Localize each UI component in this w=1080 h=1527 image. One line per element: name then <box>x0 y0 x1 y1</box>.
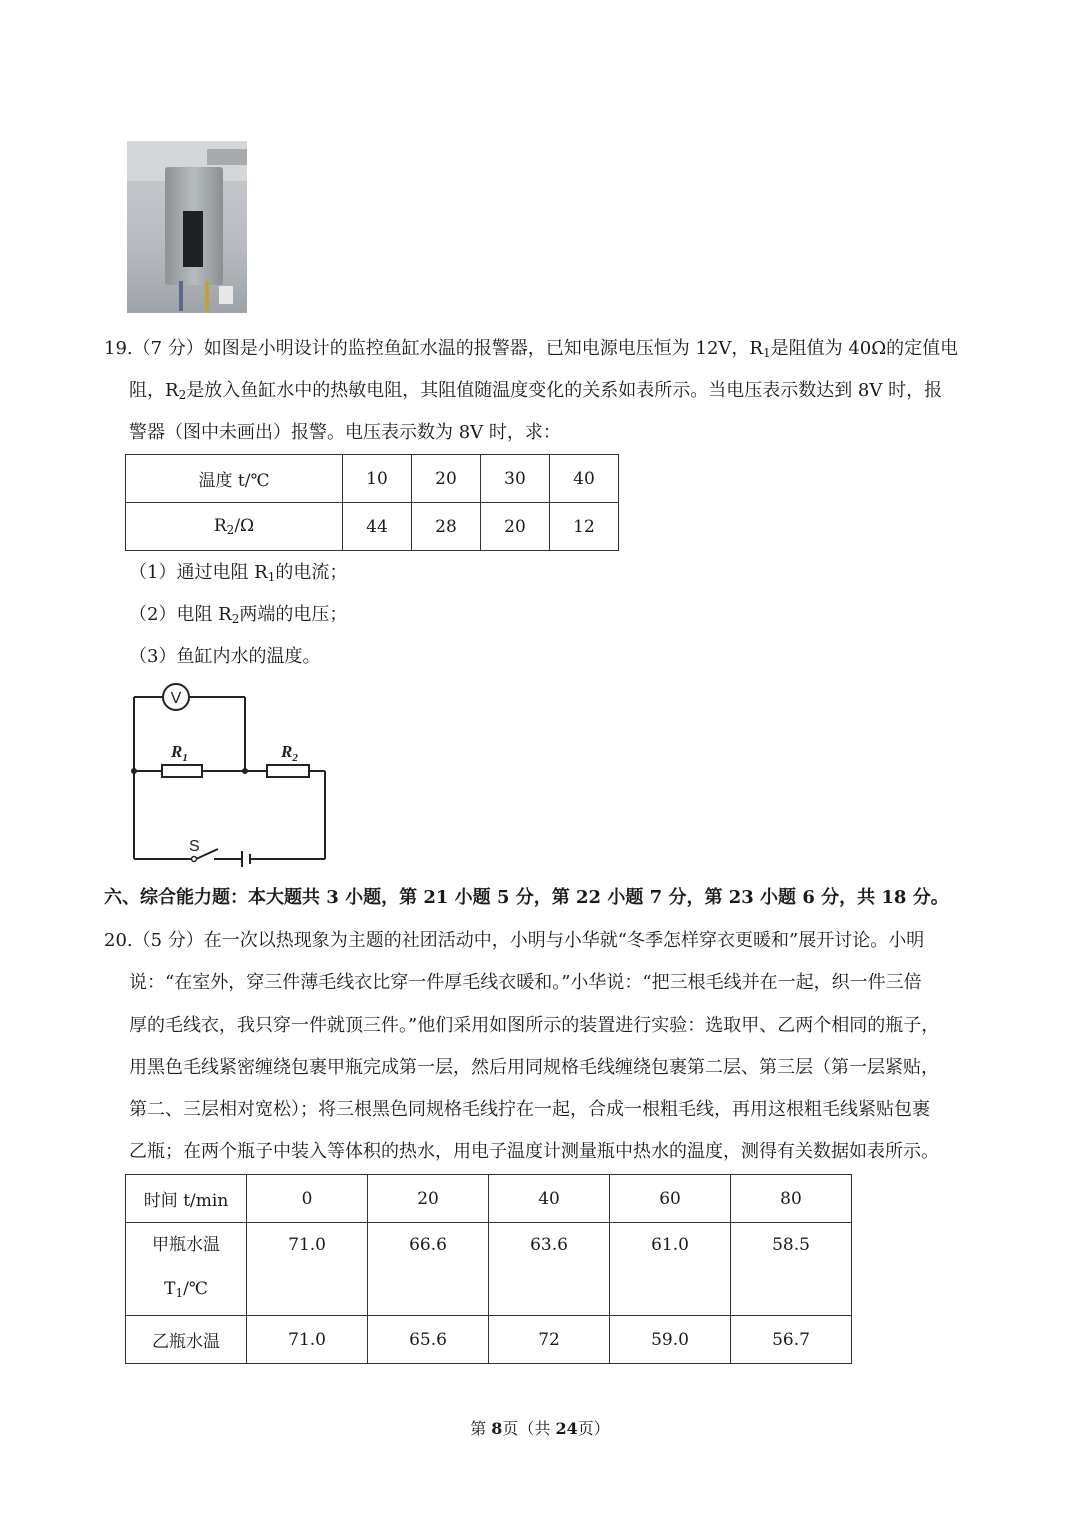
table-cell: 20 <box>368 1175 489 1223</box>
table-cell: 65.6 <box>368 1316 489 1364</box>
table-cell: 0 <box>247 1175 368 1223</box>
q19-line-1: 19.（7 分）如图是小明设计的监控鱼缸水温的报警器，已知电源电压恒为 12V，$R_1$是阻值为 40Ω的定值电 <box>104 338 959 360</box>
table-cell: 28 <box>412 503 481 551</box>
q19-table <box>125 454 619 551</box>
table-cell: 40 <box>489 1175 610 1223</box>
q19-subquestion-2: （2）电阻 $R_2$两端的电压； <box>129 604 348 626</box>
table-cell: $R_2/\Omega$ <box>126 503 343 551</box>
table-cell: 59.0 <box>610 1316 731 1364</box>
table-row <box>126 1316 852 1364</box>
table-cell: 乙瓶水温 <box>126 1316 247 1364</box>
switch-label: S <box>189 838 200 855</box>
table-cell: 12 <box>550 503 619 551</box>
table-cell: 61.0 <box>610 1223 731 1316</box>
table-row <box>126 455 619 503</box>
table-row <box>126 1223 852 1316</box>
q19-subquestion-1: （1）通过电阻 $R_1$的电流； <box>129 562 348 584</box>
table-cell: 66.6 <box>368 1223 489 1316</box>
table-cell: 71.0 <box>247 1223 368 1316</box>
voltmeter-label: V <box>170 690 182 707</box>
resistor-r2 <box>267 765 309 777</box>
r2-label: $R_2$ <box>281 742 298 764</box>
resistor-r1 <box>162 765 202 777</box>
table-cell: 时间 t/min <box>126 1175 247 1223</box>
water-heater-photo <box>127 141 247 313</box>
table-cell: 20 <box>412 455 481 503</box>
table-cell: 40 <box>550 455 619 503</box>
table-cell: 80 <box>731 1175 852 1223</box>
q19-line-3: 警器（图中未画出）报警。电压表示数为 8V 时，求： <box>129 422 561 443</box>
table-cell: 72 <box>489 1316 610 1364</box>
r1-label: $R_1$ <box>171 742 188 764</box>
table-cell: 30 <box>481 455 550 503</box>
table-cell: 63.6 <box>489 1223 610 1316</box>
table-cell: 温度 t/℃ <box>126 455 343 503</box>
table-row <box>126 1175 852 1223</box>
page-footer: 第 8页（共 24页） <box>470 1419 610 1438</box>
table-cell: 甲瓶水温 $T_1/℃$ <box>126 1223 247 1316</box>
q20-line-4: 用黑色毛线紧密缠绕包裹甲瓶完成第一层，然后用同规格毛线缠绕包裹第二层、第三层（第一层紧贴， <box>129 1057 939 1078</box>
q20-line-6: 乙瓶；在两个瓶子中装入等体积的热水，用电子温度计测量瓶中热水的温度，测得有关数据如表所示。 <box>129 1141 939 1162</box>
q20-table <box>125 1174 852 1364</box>
q20-line-3: 厚的毛线衣，我只穿一件就顶三件。”他们采用如图所示的装置进行实验：选取甲、乙两个相同的瓶子， <box>129 1015 940 1036</box>
q20-line-2: 说：“在室外，穿三件薄毛线衣比穿一件厚毛线衣暖和。”小华说：“把三根毛线并在一起，织一件三倍 <box>129 972 922 993</box>
table-cell: 44 <box>343 503 412 551</box>
junction-node <box>242 768 248 774</box>
table-cell: 71.0 <box>247 1316 368 1364</box>
q19-line-2: 阻，$R_2$是放入鱼缸水中的热敏电阻，其阻值随温度变化的关系如表所示。当电压表示数达到 8V 时，报 <box>129 380 943 402</box>
junction-node <box>131 768 137 774</box>
switch-node <box>192 857 197 862</box>
table-cell: 60 <box>610 1175 731 1223</box>
table-cell: 10 <box>343 455 412 503</box>
section-6-heading: 六、综合能力题：本大题共 3 小题，第 21 小题 5 分，第 22 小题 7 分，第 23 小题 6 分，共 18 分。 <box>104 887 949 908</box>
table-cell: 56.7 <box>731 1316 852 1364</box>
q20-line-5: 第二、三层相对宽松）；将三根黑色同规格毛线拧在一起，合成一根粗毛线，再用这根粗毛线紧贴包裹 <box>129 1099 930 1120</box>
q20-line-1: 20.（5 分）在一次以热现象为主题的社团活动中，小明与小华就“冬季怎样穿衣更暖和”展开讨论。小明 <box>104 930 925 951</box>
table-row <box>126 503 619 551</box>
table-cell: 58.5 <box>731 1223 852 1316</box>
circuit-diagram <box>120 683 335 873</box>
table-cell: 20 <box>481 503 550 551</box>
q19-subquestion-3: （3）鱼缸内水的温度。 <box>129 646 321 667</box>
